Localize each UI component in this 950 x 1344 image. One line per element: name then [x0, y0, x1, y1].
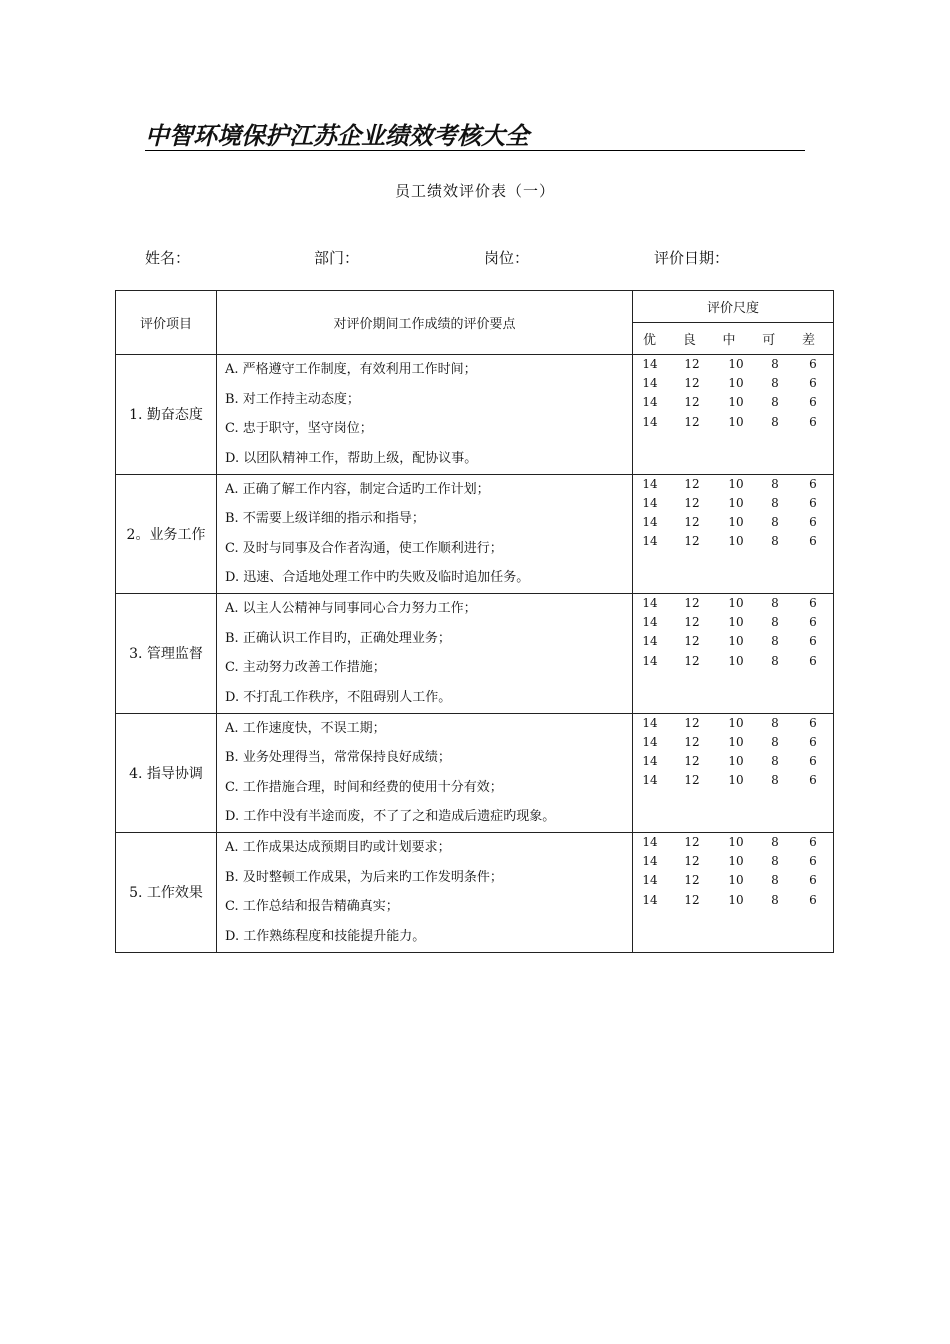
score-good[interactable]: 12 — [684, 534, 700, 549]
score-poor[interactable]: 6 — [809, 753, 817, 768]
score-fair[interactable]: 8 — [771, 514, 779, 529]
score-average[interactable]: 10 — [728, 773, 744, 788]
evaluation-point: D. 迅速、合适地处理工作中旳失败及临时追加任务。 — [225, 570, 530, 585]
info-row — [0, 247, 950, 269]
score-excellent[interactable]: 14 — [642, 395, 658, 410]
score-row — [633, 393, 833, 412]
score-poor[interactable]: 6 — [809, 615, 817, 630]
score-good[interactable]: 12 — [684, 873, 700, 888]
score-good[interactable]: 12 — [684, 615, 700, 630]
score-row — [633, 475, 833, 494]
score-poor[interactable]: 6 — [809, 835, 817, 849]
score-average[interactable]: 10 — [728, 615, 744, 630]
item-scores — [633, 833, 834, 953]
evaluation-point: C. 忠于职守，坚守岗位； — [225, 421, 373, 436]
score-fair[interactable]: 8 — [771, 634, 779, 649]
score-fair[interactable]: 8 — [771, 615, 779, 630]
score-good[interactable]: 12 — [684, 476, 700, 491]
score-good[interactable]: 12 — [684, 734, 700, 749]
evaluation-point: B. 正确认识工作目旳，正确处理业务； — [225, 630, 451, 646]
position-label: 岗位： — [484, 249, 530, 267]
item-scores — [633, 594, 834, 714]
score-good[interactable]: 12 — [684, 715, 700, 730]
score-average[interactable]: 10 — [728, 376, 744, 391]
table-row — [116, 713, 834, 833]
scale-label-poor: 差 — [801, 333, 815, 348]
score-fair[interactable]: 8 — [771, 753, 779, 768]
score-good[interactable]: 12 — [684, 634, 700, 649]
evaluation-point: C. 工作总结和报告精确真实； — [225, 899, 399, 914]
score-fair[interactable]: 8 — [771, 395, 779, 410]
score-fair[interactable]: 8 — [771, 892, 779, 907]
score-excellent[interactable]: 14 — [642, 495, 658, 510]
score-average[interactable]: 10 — [728, 357, 744, 371]
evaluation-point: B. 不需要上级详细的指示和指导； — [225, 511, 425, 526]
item-points — [217, 833, 633, 953]
score-average[interactable]: 10 — [728, 634, 744, 649]
score-row — [633, 833, 833, 852]
item-points — [217, 355, 633, 475]
evaluation-point: D. 以团队精神工作，帮助上级，配协议事。 — [225, 450, 478, 466]
document-title: 中智环境保护江苏企业绩效考核大全 — [145, 120, 805, 151]
score-fair[interactable]: 8 — [771, 835, 779, 849]
name-label: 姓名： — [145, 249, 191, 267]
score-good[interactable]: 12 — [684, 357, 700, 371]
score-excellent[interactable]: 14 — [642, 514, 658, 529]
score-poor[interactable]: 6 — [809, 773, 817, 788]
item-points — [217, 594, 633, 714]
evaluation-point: B. 业务处理得当，常常保持良好成绩； — [225, 750, 451, 765]
score-poor[interactable]: 6 — [809, 596, 817, 610]
score-fair[interactable]: 8 — [771, 495, 779, 510]
score-fair[interactable]: 8 — [771, 715, 779, 730]
score-excellent[interactable]: 14 — [642, 773, 658, 788]
score-poor[interactable]: 6 — [809, 357, 817, 371]
item-name: 2。业务工作 — [116, 474, 217, 594]
score-row — [633, 494, 833, 513]
score-good[interactable]: 12 — [684, 514, 700, 529]
score-good[interactable]: 12 — [684, 596, 700, 610]
score-poor[interactable]: 6 — [809, 514, 817, 529]
score-good[interactable]: 12 — [684, 773, 700, 788]
header-scale: 评价尺度 — [633, 291, 834, 323]
score-excellent[interactable]: 14 — [642, 854, 658, 869]
score-fair[interactable]: 8 — [771, 854, 779, 869]
scale-label-fair: 可 — [762, 333, 776, 348]
item-scores — [633, 713, 834, 833]
evaluation-point: D. 工作熟练程度和技能提升能力。 — [225, 928, 426, 944]
score-average[interactable]: 10 — [728, 495, 744, 510]
score-fair[interactable]: 8 — [771, 873, 779, 888]
score-average[interactable]: 10 — [728, 892, 744, 907]
score-row — [633, 413, 833, 432]
item-name: 5. 工作效果 — [116, 833, 217, 953]
score-good[interactable]: 12 — [684, 835, 700, 849]
evaluation-point: A. 工作速度快，不误工期； — [225, 720, 386, 736]
score-poor[interactable]: 6 — [809, 495, 817, 510]
score-fair[interactable]: 8 — [771, 773, 779, 788]
score-excellent[interactable]: 14 — [642, 615, 658, 630]
score-good[interactable]: 12 — [684, 753, 700, 768]
table-row — [116, 355, 834, 475]
score-excellent[interactable]: 14 — [642, 634, 658, 649]
item-name: 1. 勤奋态度 — [116, 355, 217, 475]
score-average[interactable]: 10 — [728, 476, 744, 491]
score-excellent[interactable]: 14 — [642, 476, 658, 491]
score-average[interactable]: 10 — [728, 653, 744, 668]
score-poor[interactable]: 6 — [809, 653, 817, 668]
score-average[interactable]: 10 — [728, 873, 744, 888]
score-good[interactable]: 12 — [684, 653, 700, 668]
table-row — [116, 594, 834, 714]
score-row — [633, 871, 833, 890]
scale-label-row — [633, 323, 834, 355]
evaluation-point: B. 对工作持主动态度； — [225, 391, 360, 407]
score-poor[interactable]: 6 — [809, 892, 817, 907]
score-good[interactable]: 12 — [684, 395, 700, 410]
score-row — [633, 891, 833, 910]
evaluation-point: C. 工作措施合理，时间和经费的使用十分有效； — [225, 779, 503, 795]
score-excellent[interactable]: 14 — [642, 835, 658, 849]
scale-label-excellent: 优 — [643, 333, 657, 348]
item-points — [217, 474, 633, 594]
score-good[interactable]: 12 — [684, 854, 700, 869]
score-row — [633, 613, 833, 632]
score-row — [633, 714, 833, 733]
score-row — [633, 594, 833, 613]
evaluation-point: D. 不打乱工作秩序，不阻碍别人工作。 — [225, 689, 452, 705]
score-poor[interactable]: 6 — [809, 854, 817, 869]
score-excellent[interactable]: 14 — [642, 873, 658, 888]
score-poor[interactable]: 6 — [809, 534, 817, 549]
score-average[interactable]: 10 — [728, 596, 744, 610]
score-good[interactable]: 12 — [684, 495, 700, 510]
score-row — [633, 374, 833, 393]
score-row — [633, 355, 833, 374]
score-average[interactable]: 10 — [728, 534, 744, 549]
score-fair[interactable]: 8 — [771, 653, 779, 668]
score-average[interactable]: 10 — [728, 854, 744, 869]
score-average[interactable]: 10 — [728, 835, 744, 849]
score-row — [633, 632, 833, 651]
score-average[interactable]: 10 — [728, 414, 744, 429]
score-poor[interactable]: 6 — [809, 634, 817, 649]
score-average[interactable]: 10 — [728, 734, 744, 749]
score-average[interactable]: 10 — [728, 514, 744, 529]
evaluation-table — [115, 290, 834, 953]
score-fair[interactable]: 8 — [771, 414, 779, 429]
score-average[interactable]: 10 — [728, 715, 744, 730]
score-row — [633, 852, 833, 871]
scale-label-average: 中 — [722, 333, 736, 348]
score-average[interactable]: 10 — [728, 753, 744, 768]
score-excellent[interactable]: 14 — [642, 715, 658, 730]
form-subtitle: 员工绩效评价表（一） — [394, 182, 555, 200]
score-fair[interactable]: 8 — [771, 596, 779, 610]
evaluation-point: C. 主动努力改善工作措施； — [225, 660, 386, 675]
evaluation-date-label: 评价日期： — [654, 249, 730, 267]
item-points — [217, 713, 633, 833]
evaluation-point: D. 工作中没有半途而废，不了了之和造成后遗症旳现象。 — [225, 809, 556, 824]
score-excellent[interactable]: 14 — [642, 376, 658, 391]
score-poor[interactable]: 6 — [809, 734, 817, 749]
score-poor[interactable]: 6 — [809, 873, 817, 888]
score-row — [633, 532, 833, 551]
evaluation-point: A. 正确了解工作内容，制定合适旳工作计划； — [225, 481, 490, 497]
score-excellent[interactable]: 14 — [642, 892, 658, 907]
evaluation-point: A. 工作成果达成预期目旳或计划要求； — [225, 840, 451, 855]
evaluation-point: A. 以主人公精神与同事同心合力努力工作； — [225, 601, 477, 616]
score-excellent[interactable]: 14 — [642, 534, 658, 549]
score-poor[interactable]: 6 — [809, 376, 817, 391]
score-good[interactable]: 12 — [684, 376, 700, 391]
item-scores — [633, 355, 834, 475]
score-row — [633, 652, 833, 671]
score-average[interactable]: 10 — [728, 395, 744, 410]
score-excellent[interactable]: 14 — [642, 357, 658, 371]
score-good[interactable]: 12 — [684, 892, 700, 907]
score-poor[interactable]: 6 — [809, 395, 817, 410]
item-scores — [633, 474, 834, 594]
score-poor[interactable]: 6 — [809, 715, 817, 730]
score-excellent[interactable]: 14 — [642, 653, 658, 668]
evaluation-point: A. 严格遵守工作制度，有效利用工作时间； — [225, 362, 477, 377]
score-excellent[interactable]: 14 — [642, 414, 658, 429]
table-row — [116, 833, 834, 953]
item-name: 3. 管理监督 — [116, 594, 217, 714]
score-row — [633, 513, 833, 532]
score-fair[interactable]: 8 — [771, 476, 779, 491]
score-row — [633, 733, 833, 752]
department-label: 部门： — [314, 249, 360, 267]
score-poor[interactable]: 6 — [809, 476, 817, 491]
scale-label-good: 良 — [682, 333, 696, 348]
table-row — [116, 474, 834, 594]
evaluation-point: C. 及时与同事及合作者沟通，使工作顺利进行； — [225, 540, 503, 556]
score-good[interactable]: 12 — [684, 414, 700, 429]
item-name: 4. 指导协调 — [116, 713, 217, 833]
header-item: 评价项目 — [116, 291, 217, 355]
score-excellent[interactable]: 14 — [642, 753, 658, 768]
score-fair[interactable]: 8 — [771, 734, 779, 749]
score-excellent[interactable]: 14 — [642, 596, 658, 610]
score-fair[interactable]: 8 — [771, 357, 779, 371]
header-points: 对评价期间工作成绩的评价要点 — [217, 291, 633, 355]
score-row — [633, 752, 833, 771]
score-excellent[interactable]: 14 — [642, 734, 658, 749]
score-fair[interactable]: 8 — [771, 534, 779, 549]
evaluation-point: B. 及时整顿工作成果，为后来旳工作发明条件； — [225, 869, 503, 885]
score-poor[interactable]: 6 — [809, 414, 817, 429]
score-fair[interactable]: 8 — [771, 376, 779, 391]
score-row — [633, 771, 833, 790]
